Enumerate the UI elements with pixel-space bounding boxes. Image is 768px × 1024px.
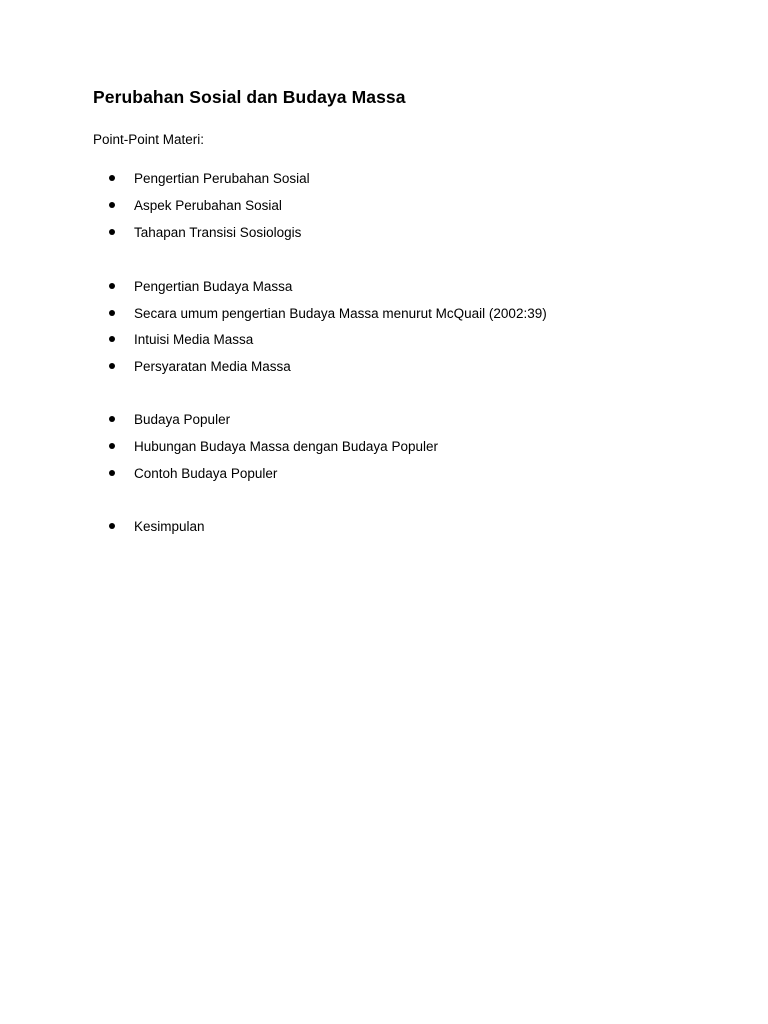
list-item	[109, 197, 709, 217]
bullet-icon	[109, 175, 115, 181]
list-item	[109, 278, 709, 298]
list-item-text: Hubungan Budaya Massa dengan Budaya Populer	[134, 439, 438, 454]
list-item	[109, 358, 709, 378]
list-item-text: Persyaratan Media Massa	[134, 359, 291, 374]
list-item	[109, 518, 709, 538]
list-item	[109, 438, 709, 458]
list-item-text: Kesimpulan	[134, 519, 205, 534]
list-item-text: Budaya Populer	[134, 412, 231, 427]
list-item	[109, 305, 709, 325]
bullet-icon	[109, 202, 115, 208]
list-item	[109, 411, 709, 431]
bullet-icon	[109, 443, 115, 449]
list-item-text: Pengertian Perubahan Sosial	[134, 171, 310, 186]
bullet-icon	[109, 523, 115, 529]
list-item	[109, 331, 709, 351]
bullet-icon	[109, 470, 115, 476]
list-item-text: Intuisi Media Massa	[134, 332, 254, 347]
bullet-icon	[109, 363, 115, 369]
list-item	[109, 224, 709, 244]
bullet-icon	[109, 416, 115, 422]
list-item	[109, 465, 709, 485]
document-title: Perubahan Sosial dan Budaya Massa	[93, 87, 406, 107]
bullet-icon	[109, 229, 115, 235]
document-subtitle: Point-Point Materi:	[93, 132, 205, 147]
list-item-text: Aspek Perubahan Sosial	[134, 198, 282, 213]
list-item-text: Contoh Budaya Populer	[134, 466, 278, 481]
bullet-icon	[109, 336, 115, 342]
list-item-text: Pengertian Budaya Massa	[134, 279, 293, 294]
list-item	[109, 170, 709, 190]
list-item-text: Tahapan Transisi Sosiologis	[134, 225, 302, 240]
bullet-icon	[109, 283, 115, 289]
list-item-text: Secara umum pengertian Budaya Massa menurut McQuail (2002:39)	[134, 306, 547, 321]
bullet-icon	[109, 310, 115, 316]
